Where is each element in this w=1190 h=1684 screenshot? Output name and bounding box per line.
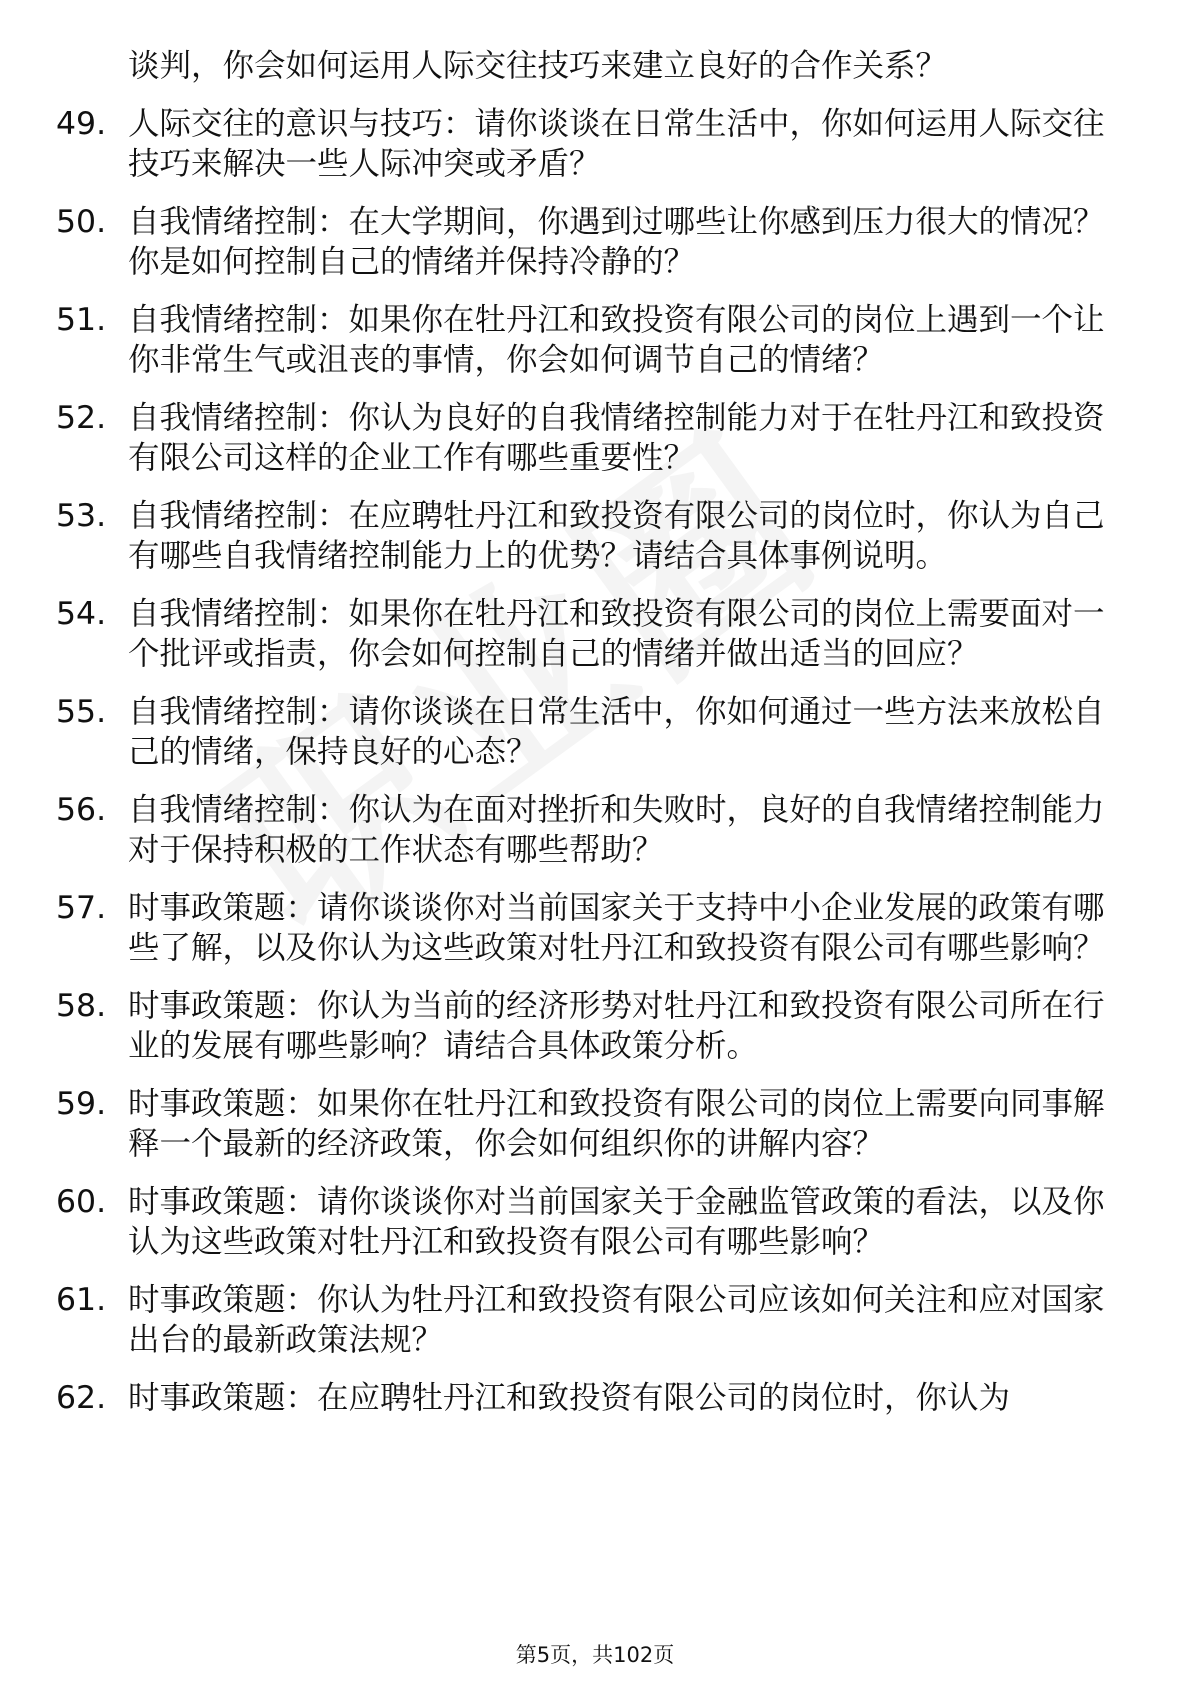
question-item — [56, 1084, 1116, 1164]
question-item — [56, 300, 1116, 380]
question-text: 时事政策题：你认为牡丹江和致投资有限公司应该如何关注和应对国家出台的最新政策法规？ — [128, 1282, 1105, 1358]
question-item — [56, 496, 1116, 576]
question-number: 52. — [56, 400, 107, 436]
question-text: 时事政策题：请你谈谈你对当前国家关于金融监管政策的看法，以及你认为这些政策对牡丹江和致投资有限公司有哪些影响？ — [128, 1184, 1105, 1260]
question-number: 62. — [56, 1380, 107, 1416]
question-item — [56, 202, 1116, 282]
question-text: 自我情绪控制：如果你在牡丹江和致投资有限公司的岗位上需要面对一个批评或指责，你会如何控制自己的情绪并做出适当的回应？ — [128, 596, 1105, 672]
question-text: 自我情绪控制：在应聘牡丹江和致投资有限公司的岗位时，你认为自己有哪些自我情绪控制能力上的优势？请结合具体事例说明。 — [128, 498, 1105, 574]
question-number: 59. — [56, 1086, 107, 1122]
question-text: 自我情绪控制：如果你在牡丹江和致投资有限公司的岗位上遇到一个让你非常生气或沮丧的事情，你会如何调节自己的情绪？ — [128, 302, 1105, 378]
question-text: 时事政策题：请你谈谈你对当前国家关于支持中小企业发展的政策有哪些了解，以及你认为这些政策对牡丹江和致投资有限公司有哪些影响？ — [128, 890, 1105, 966]
question-number: 53. — [56, 498, 107, 534]
question-number: 55. — [56, 694, 107, 730]
question-number: 58. — [56, 988, 107, 1024]
question-item — [56, 1182, 1116, 1262]
question-text: 时事政策题：如果你在牡丹江和致投资有限公司的岗位上需要向同事解释一个最新的经济政策，你会如何组织你的讲解内容？ — [128, 1086, 1105, 1162]
question-list — [56, 46, 1116, 1436]
question-item — [56, 986, 1116, 1066]
question-text: 自我情绪控制：请你谈谈在日常生活中，你如何通过一些方法来放松自己的情绪，保持良好的心态？ — [128, 694, 1105, 770]
question-text: 自我情绪控制：你认为良好的自我情绪控制能力对于在牡丹江和致投资有限公司这样的企业工作有哪些重要性？ — [128, 400, 1105, 476]
question-number: 54. — [56, 596, 107, 632]
question-number: 57. — [56, 890, 107, 926]
question-item — [56, 1378, 1116, 1418]
question-number: 60. — [56, 1184, 107, 1220]
question-text: 自我情绪控制：在大学期间，你遇到过哪些让你感到压力很大的情况？你是如何控制自己的情绪并保持冷静的？ — [128, 204, 1105, 280]
question-number: 49. — [56, 106, 107, 142]
question-item — [56, 594, 1116, 674]
question-text: 时事政策题：在应聘牡丹江和致投资有限公司的岗位时，你认为 — [128, 1380, 1011, 1416]
question-number: 56. — [56, 792, 107, 828]
question-item — [56, 692, 1116, 772]
page-footer: 第5页，共102页 — [515, 1643, 675, 1667]
question-number: 61. — [56, 1282, 107, 1318]
question-number: 51. — [56, 302, 107, 338]
question-item — [56, 790, 1116, 870]
question-text: 自我情绪控制：你认为在面对挫折和失败时，良好的自我情绪控制能力对于保持积极的工作状态有哪些帮助？ — [128, 792, 1105, 868]
question-item — [56, 104, 1116, 184]
question-number: 50. — [56, 204, 107, 240]
continued-text: 谈判，你会如何运用人际交往技巧来建立良好的合作关系？ — [128, 48, 948, 84]
question-text: 人际交往的意识与技巧：请你谈谈在日常生活中，你如何运用人际交往技巧来解决一些人际冲突或矛盾？ — [128, 106, 1105, 182]
question-item — [56, 1280, 1116, 1360]
question-item — [56, 888, 1116, 968]
question-item — [56, 398, 1116, 478]
question-text: 时事政策题：你认为当前的经济形势对牡丹江和致投资有限公司所在行业的发展有哪些影响？请结合具体政策分析。 — [128, 988, 1105, 1064]
